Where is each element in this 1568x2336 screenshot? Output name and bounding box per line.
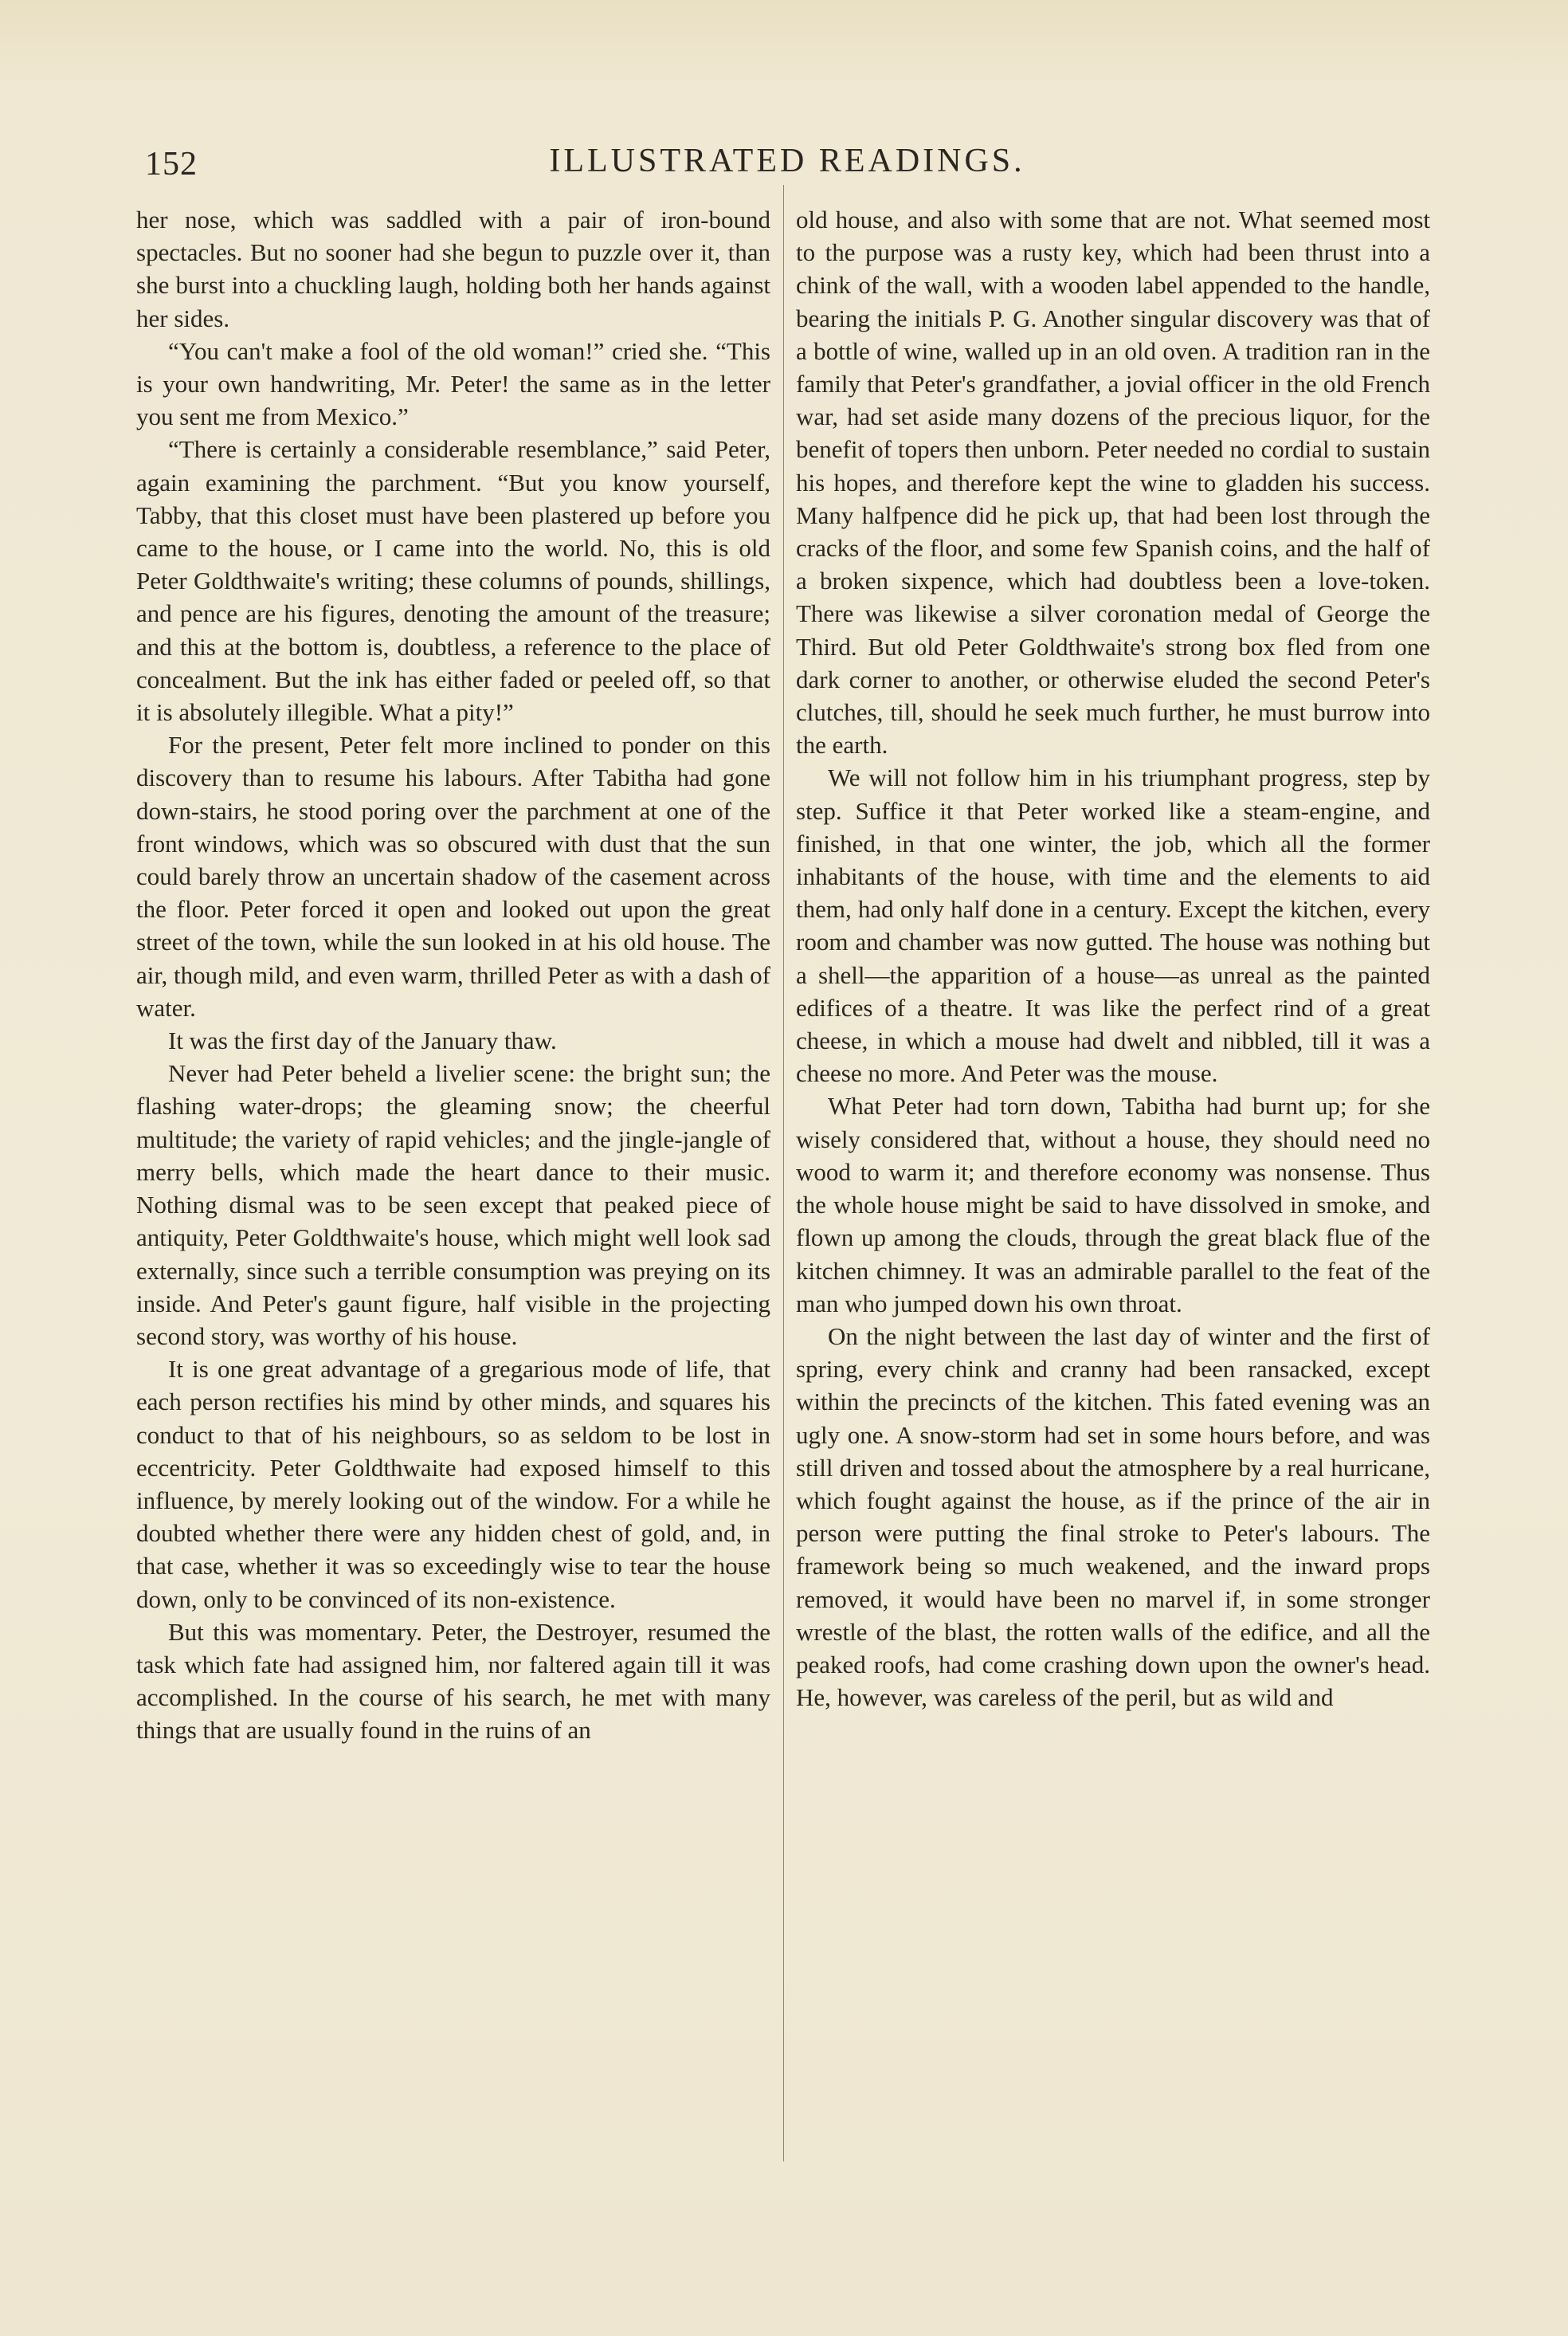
paragraph: But this was momentary. Peter, the Destroyer, resumed the task which fate had assigned him, nor faltered again till it was accomplished. In the course of his search, he met with many things that are usually found in the ruins of an [136,1617,770,1745]
running-title: ILLUSTRATED READINGS. [549,143,1025,179]
page-number: 152 [145,146,198,183]
paragraph: On the night between the last day of winter and the first of spring, every chink and cranny had been ransacked, except within the precincts of the kitchen. This fated evening was an ugly one. A snow-storm had set in some hours before, and was still driven and tossed about the atmosphere by a real hurricane, which fought against the house, as if the prince of the air in person were putting the final stroke to Peter's labours. The framework being so much weakened, and the inward props removed, it would have been no marvel if, in some stronger wrestle of the blast, the rotten walls of the edifice, and all the peaked roofs, had come crashing down upon the owner's head. He, however, was careless of the peril, but as wild and [796,1321,1430,1712]
page-header [142,142,1433,190]
paragraph: old house, and also with some that are not. What seemed most to the purpose was a rusty key, which had been thrust into a chink of the wall, with a wooden label appended to the handle, bearing the initials P. G. Another singular discovery was that of a bottle of wine, walled up in an old oven. A tradition ran in the family that Peter's grandfather, a jovial officer in the old French war, had set aside many dozens of the precious liquor, for the benefit of topers then unborn. Peter needed no cordial to sustain his hopes, and therefore kept the wine to gladden his success. Many halfpence did he pick up, that had been lost through the cracks of the floor, and some few Spanish coins, and the half of a broken sixpence, which had doubtless been a love-token. There was likewise a silver coronation medal of George the Third. But old Peter Goldthwaite's strong box fled from one dark corner to another, or otherwise eluded the second Peter's clutches, till, should he seek much further, he must burrow into the earth. [796,206,1430,760]
paragraph: It is one great advantage of a gregarious mode of life, that each person rectifies his mind by other minds, and squares his conduct to that of his neighbours, so as seldom to be lost in eccentricity. Peter Goldthwaite had exposed himself to this influence, by merely looking out of the window. For a while he doubted whether there were any hidden chest of gold, and, in that case, whether it was so exceedingly wise to tear the house down, only to be convinced of its non-existence. [136,1355,770,1613]
paragraph: What Peter had torn down, Tabitha had burnt up; for she wisely considered that, without a house, they should need no wood to warm it; and therefore economy was nonsense. Thus the whole house might be said to have dissolved in smoke, and flown up among the clouds, through the great black flue of the kitchen chimney. It was an admirable parallel to the feat of the man who jumped down his own throat. [796,1092,1430,1317]
paragraph: “You can't make a fool of the old woman!” cried she. “This is your own handwriting, Mr. Peter! the same as in the letter you sent me from Mexico.” [136,336,770,431]
right-column [796,203,1430,1714]
paragraph: It was the first day of the January thaw. [168,1027,557,1055]
paragraph: For the present, Peter felt more inclined to ponder on this discovery than to resume his labours. After Tabitha had gone down-stairs, he stood poring over the parchment at one of the front windows, which was so obscured with dust that the sun could barely throw an uncertain shadow of the casement across the floor. Peter forced it open and looked out upon the great street of the town, while the sun looked in at his old house. The air, though mild, and even warm, thrilled Peter as with a dash of water. [136,731,770,1022]
paragraph: her nose, which was saddled with a pair of iron-bound spectacles. But no sooner had she begun to puzzle over it, than she burst into a chuckling laugh, holding both her hands against her sides. [136,206,770,332]
column-divider [783,185,784,2161]
paragraph: “There is certainly a considerable resemblance,” said Peter, again examining the parchment. “But you know yourself, Tabby, that this closet must have been plastered up before you came to the house, or I came into the world. No, this is old Peter Goldthwaite's writing; these columns of pounds, shillings, and pence are his figures, denoting the amount of the treasure; and this at the bottom is, doubtless, a reference to the place of concealment. But the ink has either faded or peeled off, so that it is absolutely illegible. What a pity!” [136,435,770,727]
left-column [136,203,770,1747]
paragraph: We will not follow him in his triumphant progress, step by step. Suffice it that Peter worked like a steam-engine, and finished, in that one winter, the job, which all the former inhabitants of the house, with time and the elements to aid them, had only half done in a century. Except the kitchen, every room and chamber was now gutted. The house was nothing but a shell—the apparition of a house—as unreal as the painted edifices of a theatre. It was like the perfect rind of a great cheese, in which a mouse had dwelt and nibbled, till it was a cheese no more. And Peter was the mouse. [796,764,1430,1088]
paragraph: Never had Peter beheld a livelier scene: the bright sun; the flashing water-drops; the gleaming snow; the cheerful multitude; the variety of rapid vehicles; and the jingle-jangle of merry bells, which made the heart dance to their music. Nothing dismal was to be seen except that peaked piece of antiquity, Peter Goldthwaite's house, which might well look sad externally, since such a terrible consumption was preying on its inside. And Peter's gaunt figure, half visible in the projecting second story, was worthy of his house. [136,1059,770,1350]
